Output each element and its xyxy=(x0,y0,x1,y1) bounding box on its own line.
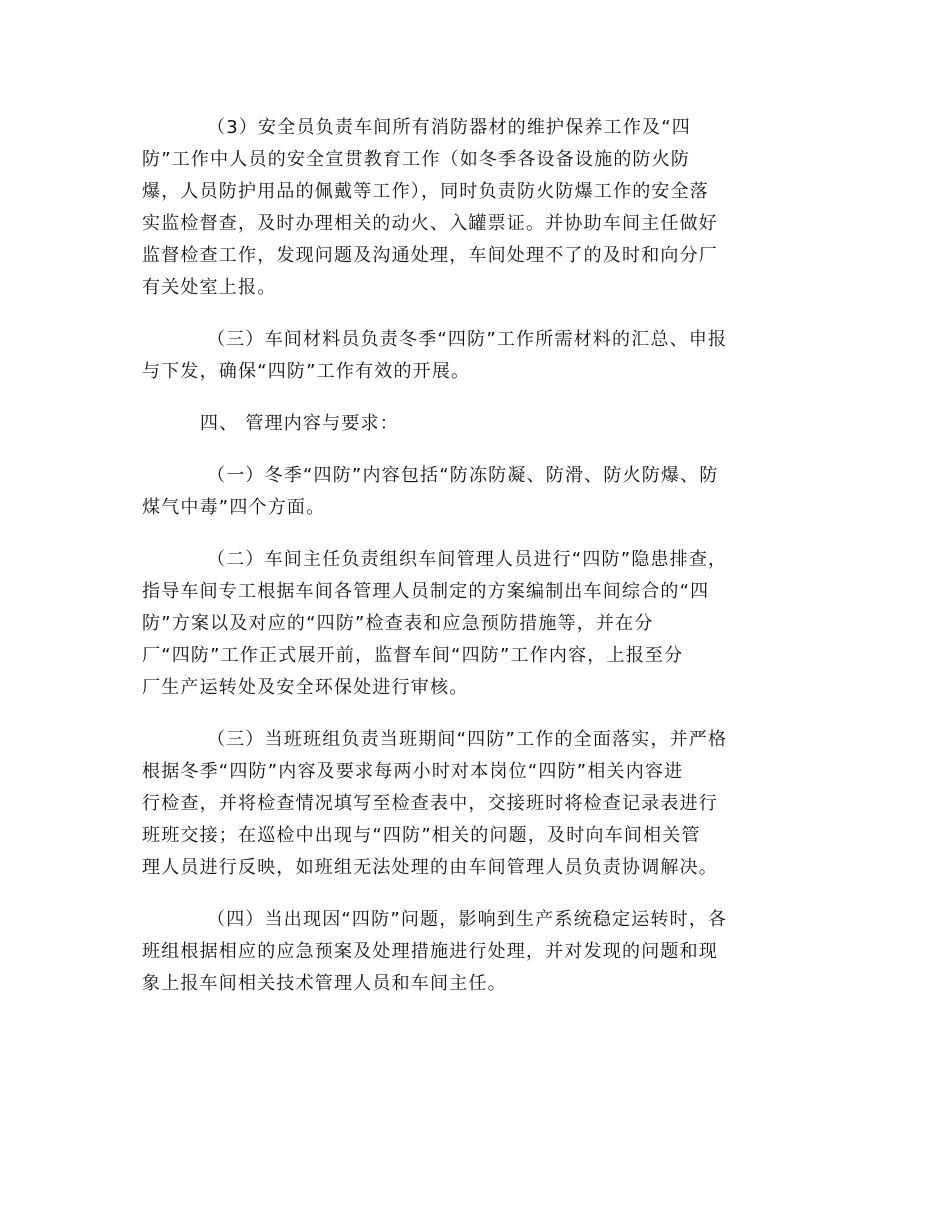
text-line: （一）冬季“四防”内容包括“防冻防凝、防滑、防火防爆、防 xyxy=(207,465,719,486)
text-line: （二）车间主任负责组织车间管理人员进行“四防”隐患排查， xyxy=(207,549,728,570)
text-line: 厂“四防”工作正式展开前，监督车间“四防”工作内容，上报至分 xyxy=(142,645,684,666)
text-line: （三）车间材料员负责冬季“四防”工作所需材料的汇总、申报 xyxy=(207,329,728,350)
section-heading-text: 四、 管理内容与要求： xyxy=(200,413,399,434)
text-line: （3）安全员负责车间所有消防器材的维护保养工作及“四 xyxy=(207,117,691,138)
text-line: 指导车间专工根据车间各管理人员制定的方案编制出车间综合的“四 xyxy=(142,581,710,602)
paragraph-four-prevention-content xyxy=(142,460,810,524)
text-line: 行检查，并将检查情况填写至检查表中，交接班时将检查记录表进行 xyxy=(142,793,718,814)
text-line: 根据冬季“四防”内容及要求每两小时对本岗位“四防”相关内容进 xyxy=(142,761,684,782)
text-line: （四）当出现因“四防”问题，影响到生产系统稳定运转时，各 xyxy=(207,909,728,930)
section-heading-management xyxy=(142,408,810,440)
text-line: 监督检查工作，发现问题及沟通处理，车间处理不了的及时和向分厂 xyxy=(142,245,718,266)
paragraph-materials-officer xyxy=(142,324,810,388)
paragraph-safety-officer xyxy=(142,112,810,304)
paragraph-shift-team xyxy=(142,724,810,884)
text-line: （三）当班班组负责当班期间“四防”工作的全面落实，并严格 xyxy=(207,729,728,750)
paragraph-emergency-handling xyxy=(142,904,810,1000)
text-line: 实监检督查，及时办理相关的动火、入罐票证。并协助车间主任做好 xyxy=(142,213,718,234)
text-line: 象上报车间相关技术管理人员和车间主任。 xyxy=(142,973,507,994)
text-line: 有关处室上报。 xyxy=(142,277,277,298)
text-line: 爆，人员防护用品的佩戴等工作），同时负责防火防爆工作的安全落 xyxy=(142,181,709,202)
text-line: 防”工作中人员的安全宣贯教育工作（如冬季各设备设施的防火防 xyxy=(142,149,691,170)
document-body xyxy=(142,112,810,1020)
paragraph-workshop-director xyxy=(142,544,810,704)
text-line: 班组根据相应的应急预案及处理措施进行处理，并对发现的问题和现 xyxy=(142,941,718,962)
text-line: 与下发，确保“四防”工作有效的开展。 xyxy=(142,361,471,382)
text-line: 厂生产运转处及安全环保处进行审核。 xyxy=(142,677,469,698)
text-line: 煤气中毒”四个方面。 xyxy=(142,497,326,518)
text-line: 班班交接；在巡检中出现与“四防”相关的问题，及时向车间相关管 xyxy=(142,825,701,846)
text-line: 理人员进行反映，如班组无法处理的由车间管理人员负责协调解决。 xyxy=(142,857,718,878)
text-line: 防”方案以及对应的“四防”检查表和应急预防措施等，并在分 xyxy=(142,613,654,634)
